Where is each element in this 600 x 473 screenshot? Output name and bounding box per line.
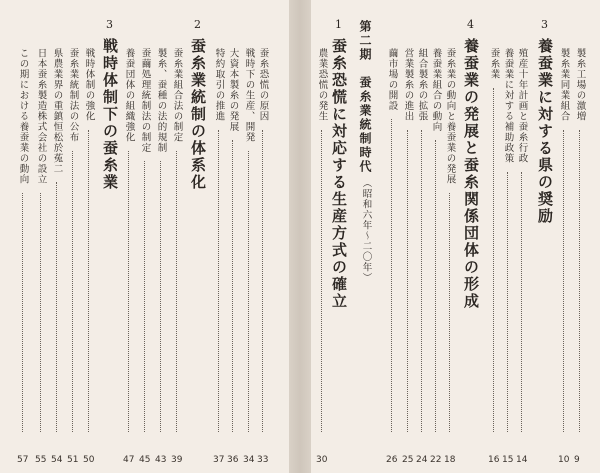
toc-entry: 蚕繭処理統制法の制定 (139, 48, 151, 153)
toc-entry: 戦時下の生産、開発 (243, 48, 255, 143)
toc-entry: 大資本製糸の発展 (227, 48, 239, 132)
dot-leader (407, 130, 408, 433)
section-heading: 養蚕業の発展と蚕糸関係団体の形成 (462, 38, 480, 310)
dot-leader (128, 151, 129, 433)
page-number: 10 (558, 455, 570, 465)
toc-entry: 営業製糸の進出 (402, 48, 414, 122)
page-number: 45 (139, 455, 151, 465)
dot-leader (248, 151, 249, 433)
section-number: 1 (335, 18, 342, 31)
page-number: 50 (83, 455, 95, 465)
toc-entry: 蚕糸業 (488, 48, 500, 80)
toc-entry: 養蚕団体の組織強化 (123, 48, 135, 143)
page-number: 36 (227, 455, 239, 465)
toc-entry: 養蚕業に対する補助政策 (502, 48, 514, 164)
dot-leader (391, 119, 392, 432)
dot-leader (88, 130, 89, 433)
section-number: 3 (541, 18, 548, 31)
section-number: 4 (467, 18, 474, 31)
left-page (0, 0, 289, 473)
toc-entry: 製糸、蚕種の法的規制 (155, 48, 167, 153)
page-number: 18 (444, 455, 456, 465)
period-range: （昭和六年〜二〇年） (360, 178, 372, 283)
right-page (311, 0, 600, 473)
page-number: 39 (171, 455, 183, 465)
dot-leader (176, 151, 177, 433)
toc-entry: 日本蚕糸製造株式会社の設立 (35, 48, 47, 185)
page-number: 16 (488, 455, 500, 465)
toc-entry: 製糸業同業組合 (558, 48, 570, 122)
page-number: 51 (67, 455, 79, 465)
dot-leader (563, 130, 564, 433)
toc-entry: 蚕糸業統制法の公布 (67, 48, 79, 143)
toc-entry: 県農業界の重鎮恒松於菟二 (51, 48, 63, 174)
dot-leader (262, 130, 263, 433)
toc-entry: 蚕糸業組合法の制定 (171, 48, 183, 143)
toc-entry: この期における養蚕業の動向 (17, 48, 29, 185)
toc-entry: 戦時体制の強化 (83, 48, 95, 122)
dot-leader (435, 140, 436, 432)
page-number: 34 (243, 455, 255, 465)
dot-leader (421, 130, 422, 433)
toc-entry: 農業恐慌の発生 (316, 48, 328, 122)
dot-leader (232, 140, 233, 432)
page-number: 57 (17, 455, 29, 465)
toc-entry: 繭市場の開設 (386, 48, 398, 111)
dot-leader (521, 172, 522, 433)
dot-leader (22, 193, 23, 433)
dot-leader (72, 151, 73, 433)
page-number: 43 (155, 455, 167, 465)
dot-leader (56, 182, 57, 432)
page-number: 24 (416, 455, 428, 465)
page-number: 25 (402, 455, 414, 465)
dot-leader (160, 161, 161, 432)
toc-entry: 養蚕業組合の動向 (430, 48, 442, 132)
page-number: 9 (574, 455, 580, 465)
section-heading: 養蚕業に対する県の奨励 (536, 38, 554, 225)
page-number: 55 (35, 455, 47, 465)
toc-entry: 製糸工場の激増 (574, 48, 586, 122)
page-number: 22 (430, 455, 442, 465)
page-number: 54 (51, 455, 63, 465)
toc-entry: 殖産十年計画と蚕糸行政 (516, 48, 528, 164)
dot-leader (579, 130, 580, 433)
toc-entry: 蚕糸恐慌の原因 (257, 48, 269, 122)
period-heading: 第二期 蚕糸業統制時代 (358, 20, 372, 174)
book-gutter (289, 0, 311, 473)
page-number: 30 (316, 455, 328, 465)
dot-leader (144, 161, 145, 432)
section-heading: 戦時体制下の蚕糸業 (101, 38, 119, 191)
page-number: 26 (386, 455, 398, 465)
toc-entry: 蚕糸業の動向と養蚕業の発展 (444, 48, 456, 185)
page-number: 47 (123, 455, 135, 465)
page-number: 14 (516, 455, 528, 465)
dot-leader (321, 130, 322, 433)
section-heading: 蚕糸恐慌に対応する生産方式の確立 (330, 38, 348, 310)
page-number: 15 (502, 455, 514, 465)
dot-leader (218, 130, 219, 433)
dot-leader (40, 193, 41, 433)
page-number: 33 (257, 455, 269, 465)
page-number: 37 (213, 455, 225, 465)
toc-entry: 特約取引の推進 (213, 48, 225, 122)
section-number: 2 (194, 18, 201, 31)
section-heading: 蚕糸業統制の体系化 (189, 38, 207, 191)
toc-entry: 組合製糸の拡張 (416, 48, 428, 122)
section-number: 3 (106, 18, 113, 31)
dot-leader (493, 88, 494, 433)
dot-leader (507, 172, 508, 433)
dot-leader (449, 193, 450, 433)
